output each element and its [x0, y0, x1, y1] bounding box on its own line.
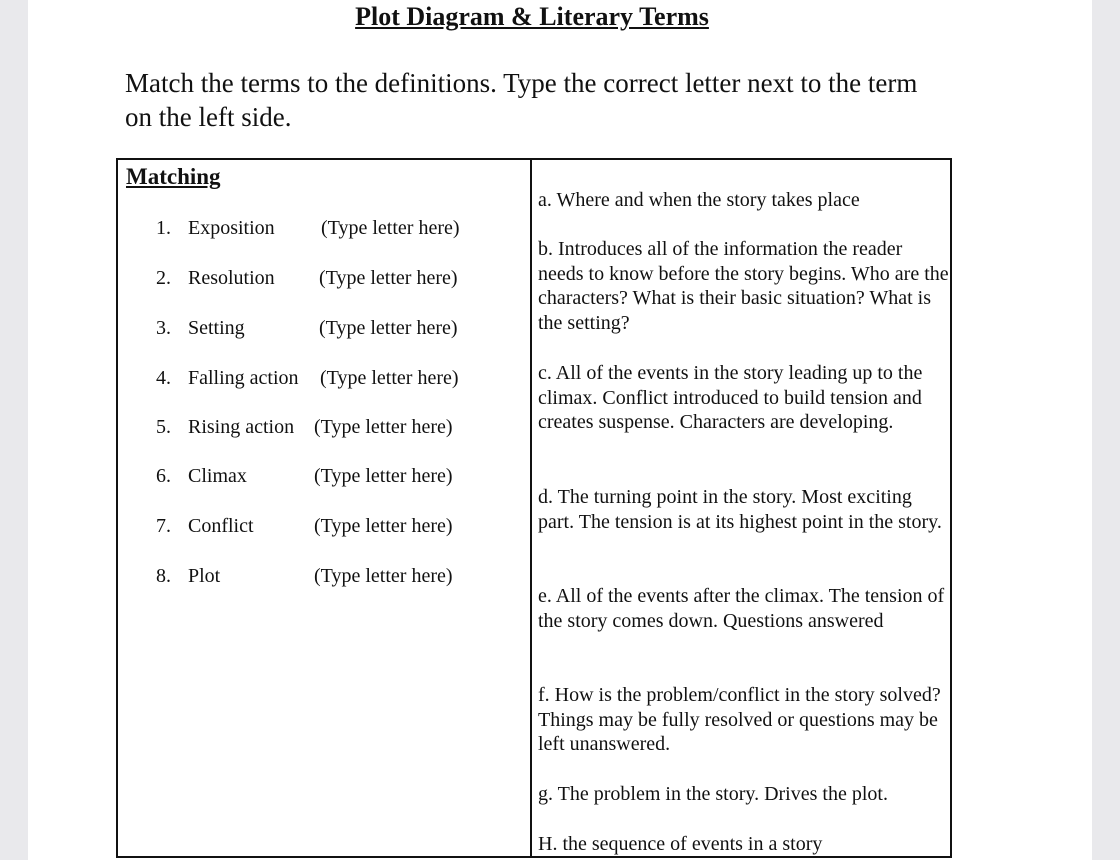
answer-field-1[interactable]: (Type letter here) [321, 217, 460, 239]
definition-a: a. Where and when the story takes place [538, 189, 860, 211]
answer-field-3[interactable]: (Type letter here) [319, 317, 458, 339]
answer-field-8[interactable]: (Type letter here) [314, 565, 453, 587]
page-title: Plot Diagram & Literary Terms [355, 2, 709, 31]
term-name: Plot [188, 565, 221, 587]
definition-g: g. The problem in the story. Drives the plot. [538, 783, 888, 805]
column-divider [530, 160, 532, 856]
definition-h: H. the sequence of events in a story [538, 833, 823, 855]
term-name: Setting [188, 317, 245, 339]
answer-field-6[interactable]: (Type letter here) [314, 465, 453, 487]
term-number: 2. [156, 267, 171, 289]
term-number: 4. [156, 367, 171, 389]
definition-e: e. All of the events after the climax. The tension of the story comes down. Questions answered [538, 585, 945, 632]
definition-b: b. Introduces all of the information the reader needs to know before the story begins. Who are the characters? What is their basic situation? What is the setting? [538, 238, 949, 334]
term-number: 7. [156, 515, 171, 537]
matching-heading: Matching [126, 164, 221, 189]
term-name: Conflict [188, 515, 254, 537]
definition-d: d. The turning point in the story. Most exciting part. The tension is at its highest point in the story. [538, 486, 942, 533]
answer-field-5[interactable]: (Type letter here) [314, 416, 453, 438]
term-number: 5. [156, 416, 171, 438]
term-number: 6. [156, 465, 171, 487]
term-number: 1. [156, 217, 171, 239]
answer-field-4[interactable]: (Type letter here) [320, 367, 459, 389]
definition-c: c. All of the events in the story leading up to the climax. Conflict introduced to build tension and creates suspense. Characters are developing. [538, 362, 923, 433]
term-number: 8. [156, 565, 171, 587]
term-name: Rising action [188, 416, 295, 438]
term-number: 3. [156, 317, 171, 339]
term-name: Exposition [188, 217, 275, 239]
matching-table [116, 158, 952, 858]
term-name: Falling action [188, 367, 299, 389]
answer-field-7[interactable]: (Type letter here) [314, 515, 453, 537]
term-name: Resolution [188, 267, 275, 289]
term-name: Climax [188, 465, 247, 487]
definition-f: f. How is the problem/conflict in the story solved? Things may be fully resolved or questions may be left unanswered. [538, 684, 941, 755]
instructions: Match the terms to the definitions. Type the correct letter next to the term on the left side. [125, 68, 918, 132]
answer-field-2[interactable]: (Type letter here) [319, 267, 458, 289]
